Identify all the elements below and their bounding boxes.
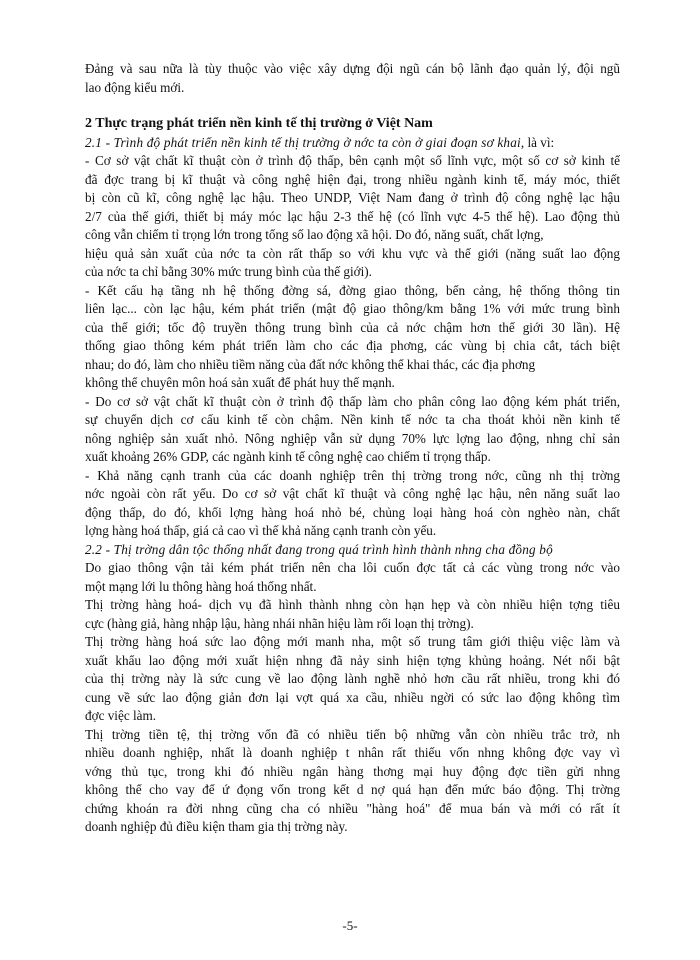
paragraph-line: liên lạc... còn lạc hậu, kém phát triển (mật độ giao thông/km bằng 1% với mức trung bình: [85, 301, 620, 316]
paragraph-line: 2/7 của thế giới, thiết bị máy móc lạc hậu 2-3 thế hệ (có lĩnh vực 4-5 thế hệ). Lao động thủ: [85, 208, 620, 224]
page-number: -5-: [342, 918, 358, 933]
paragraph-line: lợng hàng hoá thấp, giá cả cao vì thế khả năng cạnh tranh còn yếu.: [85, 523, 437, 538]
paragraph-line: hiệu quả sản xuất của nớc ta còn rất thấp so với khu vực và thế giới (năng suất lao động: [85, 245, 620, 261]
paragraph-line: cực (hàng giả, hàng nhập lậu, hàng nhái nhãn hiệu làm rối loạn thị trờng).: [85, 615, 474, 631]
paragraph-line: đã đợc trang bị kĩ thuật và công nghệ hiện đại, trong nhiều ngành kinh tế, máy móc, thiết: [85, 171, 620, 187]
paragraph-line: xuất khoảng 26% GDP, các ngành kinh tế công nghệ cao chiếm tỉ trọng thấp.: [85, 449, 491, 464]
paragraph-line: Do giao thông vận tải kém phát triển nên cha lôi cuốn đợc tất cả các vùng trong nớc vào: [85, 560, 620, 575]
subsection-1-italic: 2.1 - Trình độ phát triển nền kinh tế thị trường ở nớc ta còn ở giai đoạn sơ khai: [85, 134, 521, 150]
paragraph-line: không thể cho vay để ứ đọng vốn trong kết d nợ quá hạn đến mức báo động. Thị trờng: [85, 782, 620, 797]
paragraph-line: Thị trờng hàng hoá- dịch vụ đã hình thành nhng còn hạn hẹp và còn nhiều hiện tợng tiêu: [85, 597, 620, 612]
paragraph-line: của nớc ta chỉ bằng 30% mức trung bình của thế giới).: [85, 264, 372, 279]
paragraph-line: chứng khoán ra đời nhng cũng cha có nhiều "hàng hoá" để mua bán và mới có rất ít: [85, 800, 620, 816]
paragraph-line: - Cơ sở vật chất kĩ thuật còn ở trình độ thấp, bên cạnh một số lĩnh vực, một số cơ sở kinh tế: [85, 153, 620, 168]
paragraph-line: Thị trờng hàng hoá sức lao động mới manh nha, một số trung tâm giới thiệu việc làm và: [85, 634, 620, 649]
subsection-2-title: 2.2 - Thị trờng dân tộc thống nhất đang trong quá trình hình thành nhng cha đồng bộ: [85, 541, 553, 557]
paragraph-line: của thị trờng này là sức cung về lao động lành nghề nhỏ hơn cầu rất nhiều, trong khi đó: [85, 671, 620, 686]
paragraph-line: - Khả năng cạnh tranh của các doanh nghiệp trên thị trờng trong nớc, cũng nh thị trờng: [85, 467, 620, 483]
paragraph-line: đợc việc làm.: [85, 708, 157, 723]
paragraph-line: vớng thủ tục, trong khi đó nhiều ngân hàng thơng mại huy động đợc tiền gửi nhng: [85, 763, 620, 779]
paragraph-line: doanh nghiệp đủ điều kiện tham gia thị trờng này.: [85, 819, 348, 834]
paragraph-line: một mạng lới lu thông hàng hoá thống nhất.: [85, 578, 317, 594]
subsection-1-tail: , là vì:: [520, 134, 555, 150]
paragraph-line: Thị trờng tiền tệ, thị trờng vốn đã có nhiều tiến bộ những vẫn còn nhiều trắc trở, nh: [85, 726, 620, 742]
paragraph-line: nhau; do đó, làm cho nhiều tiềm năng của đất nớc không thể khai thác, các địa phơng: [85, 356, 536, 372]
paragraph-line: công vẫn chiếm tỉ trọng lớn trong tổng số lao động xã hội. Do đó, năng suất, chất lợng,: [85, 227, 544, 242]
paragraph-line: sự chuyển dịch cơ cấu kinh tế còn chậm. Nền kinh tế nớc ta cha thoát khỏi nền kinh tế: [85, 412, 620, 427]
paragraph-line: bị còn cũ kĩ, công nghệ lạc hậu. Theo UNDP, Việt Nam đang ở trình độ công nghệ lạc hậu: [85, 190, 620, 205]
intro-line-1: Đảng và sau nữa là tùy thuộc vào việc xây dựng đội ngũ cán bộ lãnh đạo quản lý, đội ngũ: [85, 61, 620, 76]
paragraph-line: không thể chuyên môn hoá sản xuất để phát huy thế mạnh.: [85, 375, 395, 390]
paragraph-line: xuất khẩu lao động mới xuất hiện nhng đã nảy sinh hiện tợng khủng hoảng. Nét nổi bật: [85, 652, 620, 668]
paragraph-line: thống giao thông kém phát triển làm cho các địa phơng, các vùng bị chia cắt, tách biệt: [85, 338, 620, 353]
paragraph-line: của thế giới; tốc độ truyền thông trung bình của cả nớc chậm hơn thế giới 30 lần). Hệ: [85, 319, 620, 335]
paragraph-line: - Do cơ sở vật chất kĩ thuật còn ở trình độ thấp làm cho phân công lao động kém phát triển,: [85, 393, 620, 409]
document-page: [85, 60, 620, 837]
paragraph-line: động thấp, do đó, khối lợng hàng hoá nhỏ bé, chủng loại hàng hoá còn nghèo nàn, chất: [85, 504, 620, 520]
intro-line-2: lao động kiểu mới.: [85, 79, 185, 95]
paragraph-line: nhiều doanh nghiệp, nhất là doanh nghiệp t nhân rất thiếu vốn nhng không đợc vay vì: [85, 745, 620, 760]
subsection-1-title: [85, 134, 620, 153]
section-heading: 2 Thực trạng phát triển nền kinh tế thị trường ở Việt Nam: [85, 116, 433, 131]
paragraph-line: nông nghiệp sản xuất nhỏ. Nông nghiệp vẫn sử dụng 70% lực lợng lao động, nhng chỉ sản: [85, 430, 620, 446]
paragraph-line: nớc ngoài còn rất yếu. Do cơ sở vật chất kĩ thuật và công nghệ lạc hậu, nên năng suất lao: [85, 486, 620, 501]
paragraph-line: - Kết cấu hạ tầng nh hệ thống đờng sá, đờng giao thông, bến cảng, hệ thống thông tin: [85, 282, 620, 298]
paragraph-line: cung về sức lao động giản đơn lại vợt quá xa cầu, nhiều ngời có sức lao động không tìm: [85, 689, 620, 705]
